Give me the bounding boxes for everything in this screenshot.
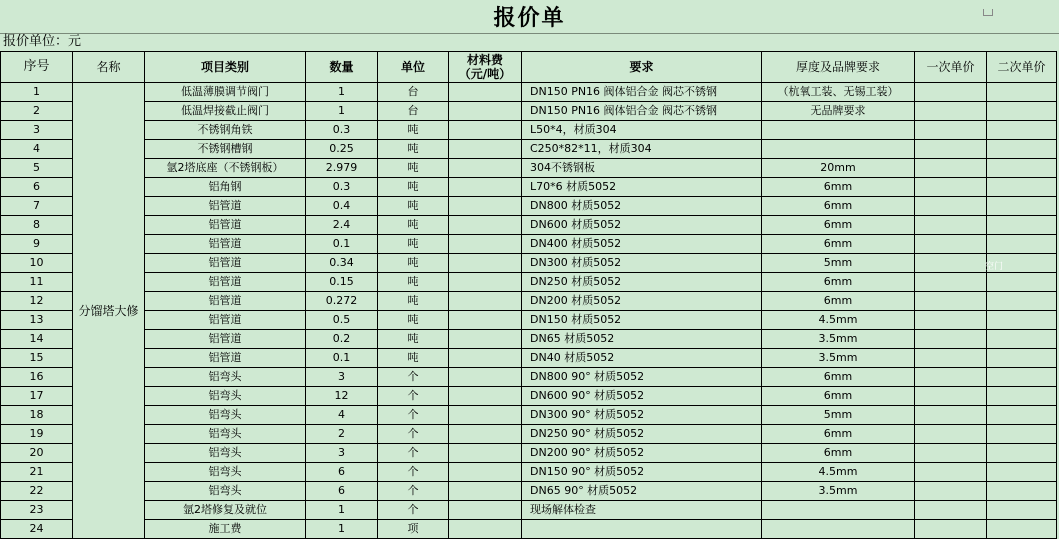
cell-category[interactable]: 铝管道 — [145, 235, 306, 254]
quote-table — [0, 51, 1057, 539]
cell-unit[interactable]: 吨 — [378, 235, 449, 254]
cell-price2[interactable] — [987, 197, 1057, 216]
table-row — [1, 501, 1057, 520]
cell-material-fee[interactable] — [449, 178, 522, 197]
cell-qty[interactable]: 3 — [306, 368, 378, 387]
cell-requirement[interactable]: DN150 材质5052 — [522, 311, 762, 330]
cell-thickness-brand[interactable] — [762, 501, 915, 520]
cell-thickness-brand[interactable]: 5mm — [762, 406, 915, 425]
cell-material-fee[interactable] — [449, 425, 522, 444]
cell-category[interactable]: 铝弯头 — [145, 368, 306, 387]
header-seq[interactable]: 序号 — [1, 52, 73, 83]
cell-category[interactable]: 施工费 — [145, 520, 306, 539]
cell-price1[interactable] — [915, 425, 987, 444]
cell-requirement[interactable]: DN200 90° 材质5052 — [522, 444, 762, 463]
cell-material-fee[interactable] — [449, 235, 522, 254]
cell-qty[interactable]: 0.34 — [306, 254, 378, 273]
cell-requirement[interactable]: DN600 材质5052 — [522, 216, 762, 235]
cell-category[interactable]: 铝角钢 — [145, 178, 306, 197]
cell-unit[interactable]: 项 — [378, 520, 449, 539]
cell-thickness-brand[interactable]: 20mm — [762, 159, 915, 178]
cell-material-fee[interactable] — [449, 197, 522, 216]
cell-qty[interactable]: 0.3 — [306, 121, 378, 140]
cell-price2[interactable] — [987, 121, 1057, 140]
cell-unit[interactable]: 吨 — [378, 216, 449, 235]
cell-category[interactable]: 铝管道 — [145, 349, 306, 368]
table-row — [1, 330, 1057, 349]
cell-category[interactable]: 铝弯头 — [145, 444, 306, 463]
cell-category[interactable]: 低温焊接截止阀门 — [145, 102, 306, 121]
cell-category[interactable]: 铝管道 — [145, 216, 306, 235]
cell-qty[interactable]: 0.272 — [306, 292, 378, 311]
cell-seq[interactable]: 16 — [1, 368, 73, 387]
cell-material-fee[interactable] — [449, 387, 522, 406]
cell-category[interactable]: 不锈钢槽钢 — [145, 140, 306, 159]
cell-price1[interactable] — [915, 197, 987, 216]
cell-material-fee[interactable] — [449, 482, 522, 501]
cell-price2[interactable] — [987, 216, 1057, 235]
cell-price2[interactable] — [987, 83, 1057, 102]
cell-unit[interactable]: 个 — [378, 501, 449, 520]
cell-price1[interactable] — [915, 368, 987, 387]
cell-qty[interactable]: 1 — [306, 520, 378, 539]
cell-requirement[interactable]: DN150 PN16 阀体铝合金 阀芯不锈钢 — [522, 102, 762, 121]
cell-price2[interactable] — [987, 140, 1057, 159]
cell-price2[interactable] — [987, 368, 1057, 387]
cell-unit[interactable]: 吨 — [378, 140, 449, 159]
header-qty[interactable]: 数量 — [306, 52, 378, 83]
cell-material-fee[interactable] — [449, 368, 522, 387]
table-row — [1, 425, 1057, 444]
cell-requirement[interactable]: DN150 PN16 阀体铝合金 阀芯不锈钢 — [522, 83, 762, 102]
cell-price2[interactable] — [987, 159, 1057, 178]
cell-qty[interactable]: 2 — [306, 425, 378, 444]
table-row — [1, 178, 1057, 197]
cell-category[interactable]: 低温薄膜调节阀门 — [145, 83, 306, 102]
table-row — [1, 368, 1057, 387]
cell-qty[interactable]: 2.979 — [306, 159, 378, 178]
cell-seq[interactable]: 14 — [1, 330, 73, 349]
table-row — [1, 292, 1057, 311]
cell-price1[interactable] — [915, 463, 987, 482]
cell-seq[interactable]: 13 — [1, 311, 73, 330]
cell-category[interactable]: 铝管道 — [145, 273, 306, 292]
table-row — [1, 273, 1057, 292]
cell-material-fee[interactable] — [449, 159, 522, 178]
cell-thickness-brand[interactable]: 6mm — [762, 216, 915, 235]
cell-unit[interactable]: 台 — [378, 83, 449, 102]
cell-price1[interactable] — [915, 121, 987, 140]
cell-price2[interactable] — [987, 292, 1057, 311]
header-category[interactable]: 项目类别 — [145, 52, 306, 83]
cell-material-fee[interactable] — [449, 330, 522, 349]
cell-thickness-brand[interactable]: 6mm — [762, 178, 915, 197]
cell-price2[interactable] — [987, 311, 1057, 330]
cell-category[interactable]: 铝管道 — [145, 197, 306, 216]
cell-price1[interactable] — [915, 349, 987, 368]
cell-thickness-brand[interactable]: 6mm — [762, 387, 915, 406]
cell-seq[interactable]: 18 — [1, 406, 73, 425]
cell-requirement[interactable]: DN300 材质5052 — [522, 254, 762, 273]
cell-qty[interactable]: 1 — [306, 102, 378, 121]
cell-seq[interactable]: 5 — [1, 159, 73, 178]
table-row — [1, 520, 1057, 539]
cell-requirement[interactable]: DN250 90° 材质5052 — [522, 425, 762, 444]
cell-seq[interactable]: 10 — [1, 254, 73, 273]
cell-qty[interactable]: 4 — [306, 406, 378, 425]
header-row — [1, 52, 1057, 83]
table-row — [1, 444, 1057, 463]
cell-seq[interactable]: 7 — [1, 197, 73, 216]
cell-category[interactable]: 氩2塔修复及就位 — [145, 501, 306, 520]
cell-category[interactable]: 铝弯头 — [145, 425, 306, 444]
cell-seq[interactable]: 6 — [1, 178, 73, 197]
cell-seq[interactable]: 17 — [1, 387, 73, 406]
cell-name-merged[interactable]: 分馏塔大修 — [73, 83, 145, 539]
cell-price1[interactable] — [915, 444, 987, 463]
header-material-fee-line2: （元/吨） — [458, 67, 512, 81]
cell-thickness-brand[interactable] — [762, 520, 915, 539]
cell-thickness-brand[interactable]: 5mm — [762, 254, 915, 273]
header-price2[interactable]: 二次单价 — [987, 52, 1057, 83]
cell-unit[interactable]: 吨 — [378, 311, 449, 330]
cell-price2[interactable] — [987, 463, 1057, 482]
cell-price2[interactable] — [987, 387, 1057, 406]
cell-qty[interactable]: 3 — [306, 444, 378, 463]
cell-requirement[interactable]: L50*4，材质304 — [522, 121, 762, 140]
cell-material-fee[interactable] — [449, 520, 522, 539]
cell-thickness-brand[interactable]: 3.5mm — [762, 482, 915, 501]
ghost-text: 空门 — [985, 262, 1004, 272]
table-row — [1, 102, 1057, 121]
cell-material-fee[interactable] — [449, 140, 522, 159]
cell-requirement[interactable]: C250*82*11，材质304 — [522, 140, 762, 159]
table-row — [1, 463, 1057, 482]
cell-thickness-brand[interactable]: 6mm — [762, 444, 915, 463]
cell-qty[interactable]: 0.4 — [306, 197, 378, 216]
table-row — [1, 254, 1057, 273]
cell-material-fee[interactable] — [449, 121, 522, 140]
cell-unit[interactable]: 吨 — [378, 273, 449, 292]
cell-requirement[interactable]: DN300 90° 材质5052 — [522, 406, 762, 425]
header-material-fee-line1: 材料费 — [466, 53, 503, 67]
cell-price1[interactable] — [915, 501, 987, 520]
cell-price1[interactable] — [915, 216, 987, 235]
table-row — [1, 482, 1057, 501]
cell-material-fee[interactable] — [449, 102, 522, 121]
cell-requirement[interactable]: DN200 材质5052 — [522, 292, 762, 311]
cell-price2[interactable] — [987, 482, 1057, 501]
cell-requirement[interactable]: DN40 材质5052 — [522, 349, 762, 368]
cell-unit[interactable]: 吨 — [378, 178, 449, 197]
table-row — [1, 349, 1057, 368]
cell-seq[interactable]: 15 — [1, 349, 73, 368]
cell-price1[interactable] — [915, 292, 987, 311]
cell-material-fee[interactable] — [449, 254, 522, 273]
cell-price2[interactable] — [987, 235, 1057, 254]
cell-qty[interactable]: 0.1 — [306, 349, 378, 368]
cell-unit[interactable]: 台 — [378, 102, 449, 121]
cell-seq[interactable]: 11 — [1, 273, 73, 292]
cell-seq[interactable]: 21 — [1, 463, 73, 482]
cell-category[interactable]: 铝弯头 — [145, 482, 306, 501]
header-name[interactable]: 名称 — [73, 52, 145, 83]
cell-price1[interactable] — [915, 140, 987, 159]
header-price1[interactable]: 一次单价 — [915, 52, 987, 83]
cell-requirement[interactable]: DN800 材质5052 — [522, 197, 762, 216]
cell-price2[interactable] — [987, 501, 1057, 520]
table-row — [1, 83, 1057, 102]
cell-unit[interactable]: 吨 — [378, 330, 449, 349]
cell-price2[interactable] — [987, 406, 1057, 425]
cell-material-fee[interactable] — [449, 216, 522, 235]
cell-thickness-brand[interactable]: 6mm — [762, 235, 915, 254]
cell-unit[interactable]: 吨 — [378, 159, 449, 178]
cell-requirement[interactable]: DN600 90° 材质5052 — [522, 387, 762, 406]
cell-unit[interactable]: 吨 — [378, 292, 449, 311]
table-row — [1, 235, 1057, 254]
sheet-title: 报价单 — [493, 6, 566, 31]
cell-category[interactable]: 铝弯头 — [145, 463, 306, 482]
cell-material-fee[interactable] — [449, 501, 522, 520]
cell-category[interactable]: 铝管道 — [145, 311, 306, 330]
cell-material-fee[interactable] — [449, 349, 522, 368]
cell-price1[interactable] — [915, 520, 987, 539]
table-row — [1, 197, 1057, 216]
cell-material-fee[interactable] — [449, 311, 522, 330]
cell-requirement[interactable]: 现场解体检查 — [522, 501, 762, 520]
cell-unit[interactable]: 个 — [378, 368, 449, 387]
cell-price2[interactable] — [987, 273, 1057, 292]
cell-seq[interactable]: 23 — [1, 501, 73, 520]
cell-thickness-brand[interactable]: 6mm — [762, 425, 915, 444]
cell-qty[interactable]: 12 — [306, 387, 378, 406]
cell-thickness-brand[interactable]: 3.5mm — [762, 330, 915, 349]
cell-thickness-brand[interactable] — [762, 121, 915, 140]
cell-unit[interactable]: 吨 — [378, 197, 449, 216]
cell-price2[interactable] — [987, 178, 1057, 197]
cell-material-fee[interactable] — [449, 444, 522, 463]
table-row — [1, 216, 1057, 235]
title-row — [0, 0, 1059, 34]
table-row — [1, 121, 1057, 140]
cell-price1[interactable] — [915, 406, 987, 425]
cell-unit[interactable]: 吨 — [378, 349, 449, 368]
cell-price2[interactable] — [987, 330, 1057, 349]
cell-thickness-brand[interactable]: （杭氧工装、无锡工装） — [762, 83, 915, 102]
cell-price1[interactable] — [915, 387, 987, 406]
cell-seq[interactable]: 4 — [1, 140, 73, 159]
cell-requirement[interactable]: DN65 材质5052 — [522, 330, 762, 349]
cell-seq[interactable]: 12 — [1, 292, 73, 311]
header-material-fee[interactable] — [449, 52, 522, 83]
cell-requirement[interactable]: DN250 材质5052 — [522, 273, 762, 292]
cell-category[interactable]: 不锈钢角铁 — [145, 121, 306, 140]
header-requirement[interactable]: 要求 — [522, 52, 762, 83]
cell-requirement[interactable]: 304不锈钢板 — [522, 159, 762, 178]
cell-qty[interactable]: 0.5 — [306, 311, 378, 330]
cell-unit[interactable]: 个 — [378, 406, 449, 425]
cell-price1[interactable] — [915, 159, 987, 178]
cell-unit[interactable]: 个 — [378, 444, 449, 463]
cell-requirement[interactable]: DN65 90° 材质5052 — [522, 482, 762, 501]
cell-thickness-brand[interactable]: 6mm — [762, 197, 915, 216]
cell-unit[interactable]: 吨 — [378, 121, 449, 140]
cell-category[interactable]: 氩2塔底座（不锈钢板） — [145, 159, 306, 178]
cell-qty[interactable]: 0.3 — [306, 178, 378, 197]
cell-thickness-brand[interactable]: 3.5mm — [762, 349, 915, 368]
cell-qty[interactable]: 1 — [306, 501, 378, 520]
cell-requirement[interactable]: DN150 90° 材质5052 — [522, 463, 762, 482]
cell-material-fee[interactable] — [449, 273, 522, 292]
cell-requirement[interactable]: L70*6 材质5052 — [522, 178, 762, 197]
cell-unit[interactable]: 个 — [378, 425, 449, 444]
cell-price1[interactable] — [915, 330, 987, 349]
cell-unit[interactable]: 个 — [378, 387, 449, 406]
cell-seq[interactable]: 24 — [1, 520, 73, 539]
table-body — [1, 83, 1057, 539]
cell-unit[interactable]: 个 — [378, 463, 449, 482]
cell-requirement[interactable]: DN400 材质5052 — [522, 235, 762, 254]
cell-price1[interactable] — [915, 102, 987, 121]
cell-price2[interactable] — [987, 349, 1057, 368]
cell-seq[interactable]: 3 — [1, 121, 73, 140]
cell-unit[interactable]: 吨 — [378, 254, 449, 273]
cell-category[interactable]: 铝弯头 — [145, 406, 306, 425]
cell-thickness-brand[interactable]: 4.5mm — [762, 311, 915, 330]
header-unit[interactable]: 单位 — [378, 52, 449, 83]
cell-price2[interactable] — [987, 425, 1057, 444]
cell-thickness-brand[interactable]: 4.5mm — [762, 463, 915, 482]
cell-category[interactable]: 铝管道 — [145, 292, 306, 311]
cell-seq[interactable]: 9 — [1, 235, 73, 254]
cell-qty[interactable]: 0.25 — [306, 140, 378, 159]
cell-qty[interactable]: 1 — [306, 83, 378, 102]
table-row — [1, 311, 1057, 330]
cell-thickness-brand[interactable]: 6mm — [762, 273, 915, 292]
table-row — [1, 406, 1057, 425]
cell-unit[interactable]: 个 — [378, 482, 449, 501]
cell-price1[interactable] — [915, 482, 987, 501]
cell-thickness-brand[interactable]: 无品牌要求 — [762, 102, 915, 121]
cell-material-fee[interactable] — [449, 83, 522, 102]
cell-thickness-brand[interactable] — [762, 140, 915, 159]
cell-qty[interactable]: 0.15 — [306, 273, 378, 292]
cell-seq[interactable]: 8 — [1, 216, 73, 235]
cell-price2[interactable] — [987, 520, 1057, 539]
cell-price1[interactable] — [915, 83, 987, 102]
cell-price1[interactable] — [915, 311, 987, 330]
cell-qty[interactable]: 0.1 — [306, 235, 378, 254]
cell-price2[interactable] — [987, 444, 1057, 463]
cell-thickness-brand[interactable]: 6mm — [762, 368, 915, 387]
cell-requirement[interactable] — [522, 520, 762, 539]
cell-requirement[interactable]: DN800 90° 材质5052 — [522, 368, 762, 387]
cell-seq[interactable]: 1 — [1, 83, 73, 102]
cell-seq[interactable]: 2 — [1, 102, 73, 121]
cell-qty[interactable]: 2.4 — [306, 216, 378, 235]
cell-price2[interactable] — [987, 102, 1057, 121]
cell-category[interactable]: 铝管道 — [145, 254, 306, 273]
cell-material-fee[interactable] — [449, 406, 522, 425]
cell-material-fee[interactable] — [449, 463, 522, 482]
cell-seq[interactable]: 19 — [1, 425, 73, 444]
cell-thickness-brand[interactable]: 6mm — [762, 292, 915, 311]
cell-seq[interactable]: 20 — [1, 444, 73, 463]
quote-unit-label: 报价单位：元 — [3, 34, 82, 49]
cell-qty[interactable]: 6 — [306, 482, 378, 501]
table-row — [1, 387, 1057, 406]
table-row — [1, 140, 1057, 159]
cell-material-fee[interactable] — [449, 292, 522, 311]
table-row — [1, 159, 1057, 178]
cell-price1[interactable] — [915, 273, 987, 292]
header-thickness-brand[interactable]: 厚度及品牌要求 — [762, 52, 915, 83]
cell-price1[interactable] — [915, 235, 987, 254]
corner-mark-icon — [983, 9, 993, 16]
cell-price1[interactable] — [915, 254, 987, 273]
cell-qty[interactable]: 6 — [306, 463, 378, 482]
cell-price1[interactable] — [915, 178, 987, 197]
cell-qty[interactable]: 0.2 — [306, 330, 378, 349]
cell-seq[interactable]: 22 — [1, 482, 73, 501]
cell-category[interactable]: 铝管道 — [145, 330, 306, 349]
cell-category[interactable]: 铝弯头 — [145, 387, 306, 406]
